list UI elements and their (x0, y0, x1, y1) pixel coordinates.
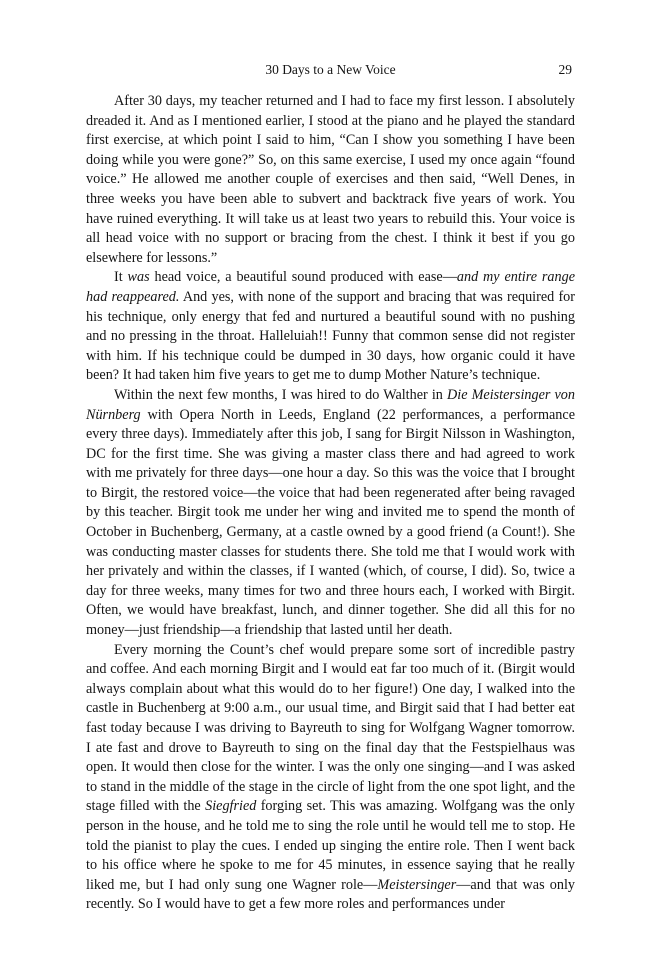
page-number: 29 (558, 62, 572, 77)
text-segment: It (114, 269, 128, 286)
italic-text: and my entire range had reappeared. (86, 269, 575, 305)
text-segment: And yes, with none of the support and bracing that was required for his technique, only energy that fed and nurtured a beautiful sound with no pushing and no pressing in the throat. Halleluiah!! Funny that common sense did not register with him. If his technique could be dumped in 30 days, how organic could it have been? It had taken him five years to get me to dump Mother Nature’s technique. (86, 288, 575, 384)
text-segment: head voice, a beautiful sound produced with ease— (149, 269, 457, 286)
paragraph (86, 641, 575, 915)
text-segment: —and that was only recently. So I would have to get a few more roles and performances under (86, 876, 575, 913)
paragraph (86, 92, 575, 268)
text-segment: Every morning the Count’s chef would prepare some sort of incredible pastry and coffee. And each morning Birgit and I would eat far too much of it. (Birgit would always complain about what this would do to her figure!) One day, I walked into the castle in Buchenberg at 9:00 a.m., our usual time, and Birgit said that I had better eat fast today because I was driving to Bayreuth to sing for Wolfgang Wagner tomorrow. I ate fast and drove to Bayreuth to sing on the final day that the Festspielhaus was open. It would then close for the winter. I was the only one singing—and I was asked to stand in the middle of the stage in the circle of light from the one spot light, and the stage filled with the (86, 641, 575, 815)
text-segment: After 30 days, my teacher returned and I had to face my first lesson. I absolutely dreaded it. And as I mentioned earlier, I stood at the piano and he played the standard first exercise, at which point I said to him, “Can I show you something I have been doing while you were gone?” So, on this same exercise, I used my once again “found voice.” He allowed me another couple of exercises and then said, “Well Denes, in three weeks you have been able to subvert and backtrack five years of work. You have ruined everything. It will take us at least two years to rebuild this. Your voice is all head voice with no support or bracing from the chest. I think it best if you go elsewhere for lessons.” (86, 93, 575, 266)
text-segment: with Opera North in Leeds, England (22 performances, a performance every three days). Immediately after this job, I sang for Birgit Nilsson in Washington, DC for the first time. She was giving a master class there and had agreed to work with me privately for three days—one hour a day. So this was the voice that I brought to Birgit, the restored voice—the voice that had been regenerated after being ravaged by this teacher. Birgit took me under her wing and invited me to spend the month of October in Buchenberg, Germany, at a castle owned by a good friend (a Count!). She was conducting master classes for students there. She told me that I would work with her privately and within the classes, if I wanted (which, of course, I did). So, twice a day for three weeks, many times for two and three hours each, I worked with Birgit. Often, we would have breakfast, lunch, and dinner together. She did all this for no money—just friendship—a friendship that lasted until her death. (86, 406, 575, 639)
body-text (86, 92, 575, 915)
text-segment: forging set. This was amazing. Wolfgang was the only person in the house, and he told me to sing the role until he would tell me to stop. He told the pianist to play the cues. I ended up singing the entire role. Then I went back to his office where he spoke to me for 45 minutes, in essence saying that he really liked me, but I had only sung one Wagner role— (86, 798, 576, 893)
running-title: 30 Days to a New Voice (265, 62, 396, 77)
opera-title: Meistersinger (377, 876, 457, 893)
text-segment: Within the next few months, I was hired to do Walther in (114, 386, 447, 403)
running-header (86, 60, 575, 80)
paragraph (86, 268, 575, 386)
opera-title: Siegfried (205, 798, 257, 815)
italic-text: was (127, 269, 150, 286)
opera-title: Die Meistersinger von Nürnberg (86, 386, 575, 423)
paragraph (86, 386, 575, 641)
